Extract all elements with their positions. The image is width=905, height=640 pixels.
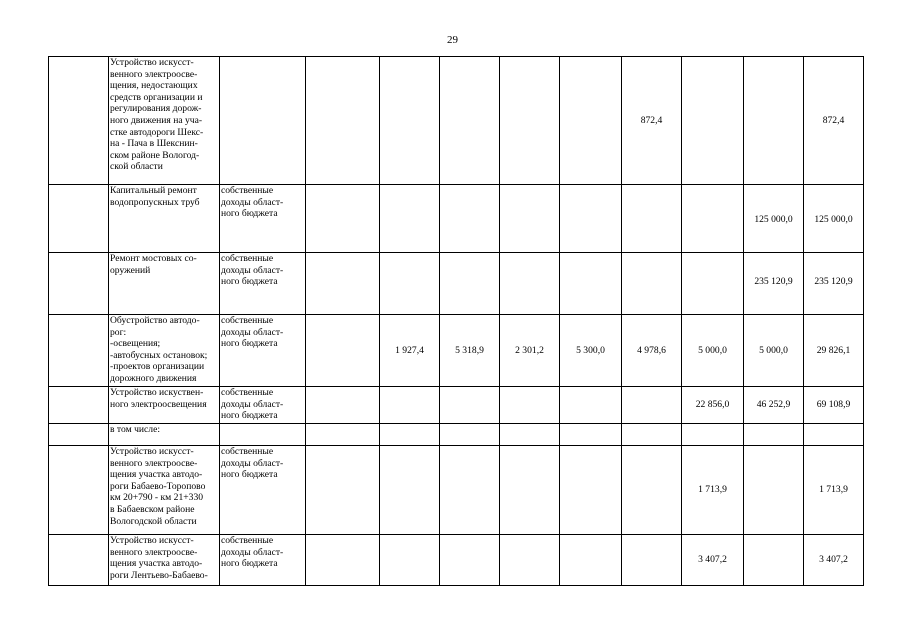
table-row <box>49 387 864 424</box>
year-value-cell <box>500 446 560 535</box>
year-value-cell <box>560 253 622 315</box>
table-row <box>49 446 864 535</box>
year-value-cell: 5 000,0 <box>682 315 744 387</box>
year-value-cell <box>682 185 744 253</box>
spacer-cell <box>306 387 380 424</box>
item-name-cell: Устройство искуствен- ного электроосвещения <box>109 387 220 424</box>
year-value-cell: 125 000,0 <box>744 185 804 253</box>
year-value-cell: 5 318,9 <box>440 315 500 387</box>
year-value-cell <box>380 424 440 446</box>
item-name-cell: Устройство искусст- венного электроосве- щения участка автодо- роги Лентьево-Бабаево- <box>109 535 220 586</box>
year-value-cell: 1 713,9 <box>682 446 744 535</box>
total-value-cell: 29 826,1 <box>804 315 864 387</box>
table-row <box>49 424 864 446</box>
year-value-cell <box>500 185 560 253</box>
row-number-cell <box>49 253 109 315</box>
spacer-cell <box>306 424 380 446</box>
row-number-cell <box>49 315 109 387</box>
year-value-cell <box>744 424 804 446</box>
table-row <box>49 253 864 315</box>
spacer-cell <box>306 57 380 185</box>
year-value-cell: 2 301,2 <box>500 315 560 387</box>
funding-source-cell: собственные доходы област- ного бюджета <box>220 253 306 315</box>
row-number-cell <box>49 57 109 185</box>
year-value-cell <box>622 535 682 586</box>
year-value-cell: 872,4 <box>622 57 682 185</box>
year-value-cell <box>622 424 682 446</box>
year-value-cell <box>682 57 744 185</box>
funding-source-cell: собственные доходы област- ного бюджета <box>220 387 306 424</box>
year-value-cell <box>560 57 622 185</box>
table-row <box>49 315 864 387</box>
year-value-cell <box>560 446 622 535</box>
year-value-cell: 5 000,0 <box>744 315 804 387</box>
year-value-cell <box>440 185 500 253</box>
year-value-cell <box>682 424 744 446</box>
year-value-cell <box>380 185 440 253</box>
total-value-cell: 235 120,9 <box>804 253 864 315</box>
year-value-cell <box>380 57 440 185</box>
total-value-cell: 1 713,9 <box>804 446 864 535</box>
item-name-cell: Устройство искусст- венного электроосве- щения, недостающих средств организации и регулирования дорож- ного движения на уча- стке автодороги Шекс- на - Пача в Шекснин- ском районе Вологод- ской области <box>109 57 220 185</box>
year-value-cell: 46 252,9 <box>744 387 804 424</box>
year-value-cell <box>622 387 682 424</box>
funding-source-cell: собственные доходы област- ного бюджета <box>220 315 306 387</box>
item-name-cell: Устройство искусст- венного электроосве- щения участка автодо- роги Бабаево-Торопово км 20+790 - км 21+330 в Бабаевском районе Вологодской области <box>109 446 220 535</box>
item-name-cell: Ремонт мостовых со- оружений <box>109 253 220 315</box>
year-value-cell <box>380 387 440 424</box>
year-value-cell: 235 120,9 <box>744 253 804 315</box>
year-value-cell: 3 407,2 <box>682 535 744 586</box>
total-value-cell <box>804 424 864 446</box>
year-value-cell <box>744 446 804 535</box>
year-value-cell <box>500 535 560 586</box>
year-value-cell <box>500 387 560 424</box>
total-value-cell: 3 407,2 <box>804 535 864 586</box>
page-number: 29 <box>447 34 458 46</box>
year-value-cell <box>440 424 500 446</box>
year-value-cell <box>500 424 560 446</box>
item-name-cell: в том числе: <box>109 424 220 446</box>
year-value-cell <box>440 387 500 424</box>
year-value-cell <box>682 253 744 315</box>
budget-table <box>48 56 864 586</box>
table-row <box>49 535 864 586</box>
year-value-cell <box>560 185 622 253</box>
year-value-cell <box>380 535 440 586</box>
spacer-cell <box>306 315 380 387</box>
row-number-cell <box>49 387 109 424</box>
year-value-cell <box>622 446 682 535</box>
year-value-cell <box>380 446 440 535</box>
year-value-cell <box>560 424 622 446</box>
year-value-cell: 5 300,0 <box>560 315 622 387</box>
row-number-cell <box>49 446 109 535</box>
funding-source-cell <box>220 424 306 446</box>
year-value-cell: 4 978,6 <box>622 315 682 387</box>
year-value-cell <box>380 253 440 315</box>
table-row <box>49 57 864 185</box>
funding-source-cell: собственные доходы област- ного бюджета <box>220 185 306 253</box>
row-number-cell <box>49 185 109 253</box>
row-number-cell <box>49 535 109 586</box>
year-value-cell <box>560 535 622 586</box>
spacer-cell <box>306 446 380 535</box>
year-value-cell <box>744 535 804 586</box>
year-value-cell <box>560 387 622 424</box>
year-value-cell <box>622 253 682 315</box>
year-value-cell: 22 856,0 <box>682 387 744 424</box>
item-name-cell: Капитальный ремонт водопропускных труб <box>109 185 220 253</box>
year-value-cell <box>440 535 500 586</box>
spacer-cell <box>306 185 380 253</box>
year-value-cell <box>440 57 500 185</box>
spacer-cell <box>306 535 380 586</box>
funding-source-cell <box>220 57 306 185</box>
year-value-cell <box>440 446 500 535</box>
funding-source-cell: собственные доходы област- ного бюджета <box>220 446 306 535</box>
total-value-cell: 69 108,9 <box>804 387 864 424</box>
year-value-cell <box>622 185 682 253</box>
item-name-cell: Обустройство автодо- рог: -освещения; -автобусных остановок; -проектов организации дорожного движения <box>109 315 220 387</box>
total-value-cell: 872,4 <box>804 57 864 185</box>
spacer-cell <box>306 253 380 315</box>
table-row <box>49 185 864 253</box>
year-value-cell <box>500 57 560 185</box>
row-number-cell <box>49 424 109 446</box>
funding-source-cell: собственные доходы област- ного бюджета <box>220 535 306 586</box>
year-value-cell <box>500 253 560 315</box>
year-value-cell: 1 927,4 <box>380 315 440 387</box>
year-value-cell <box>744 57 804 185</box>
year-value-cell <box>440 253 500 315</box>
total-value-cell: 125 000,0 <box>804 185 864 253</box>
